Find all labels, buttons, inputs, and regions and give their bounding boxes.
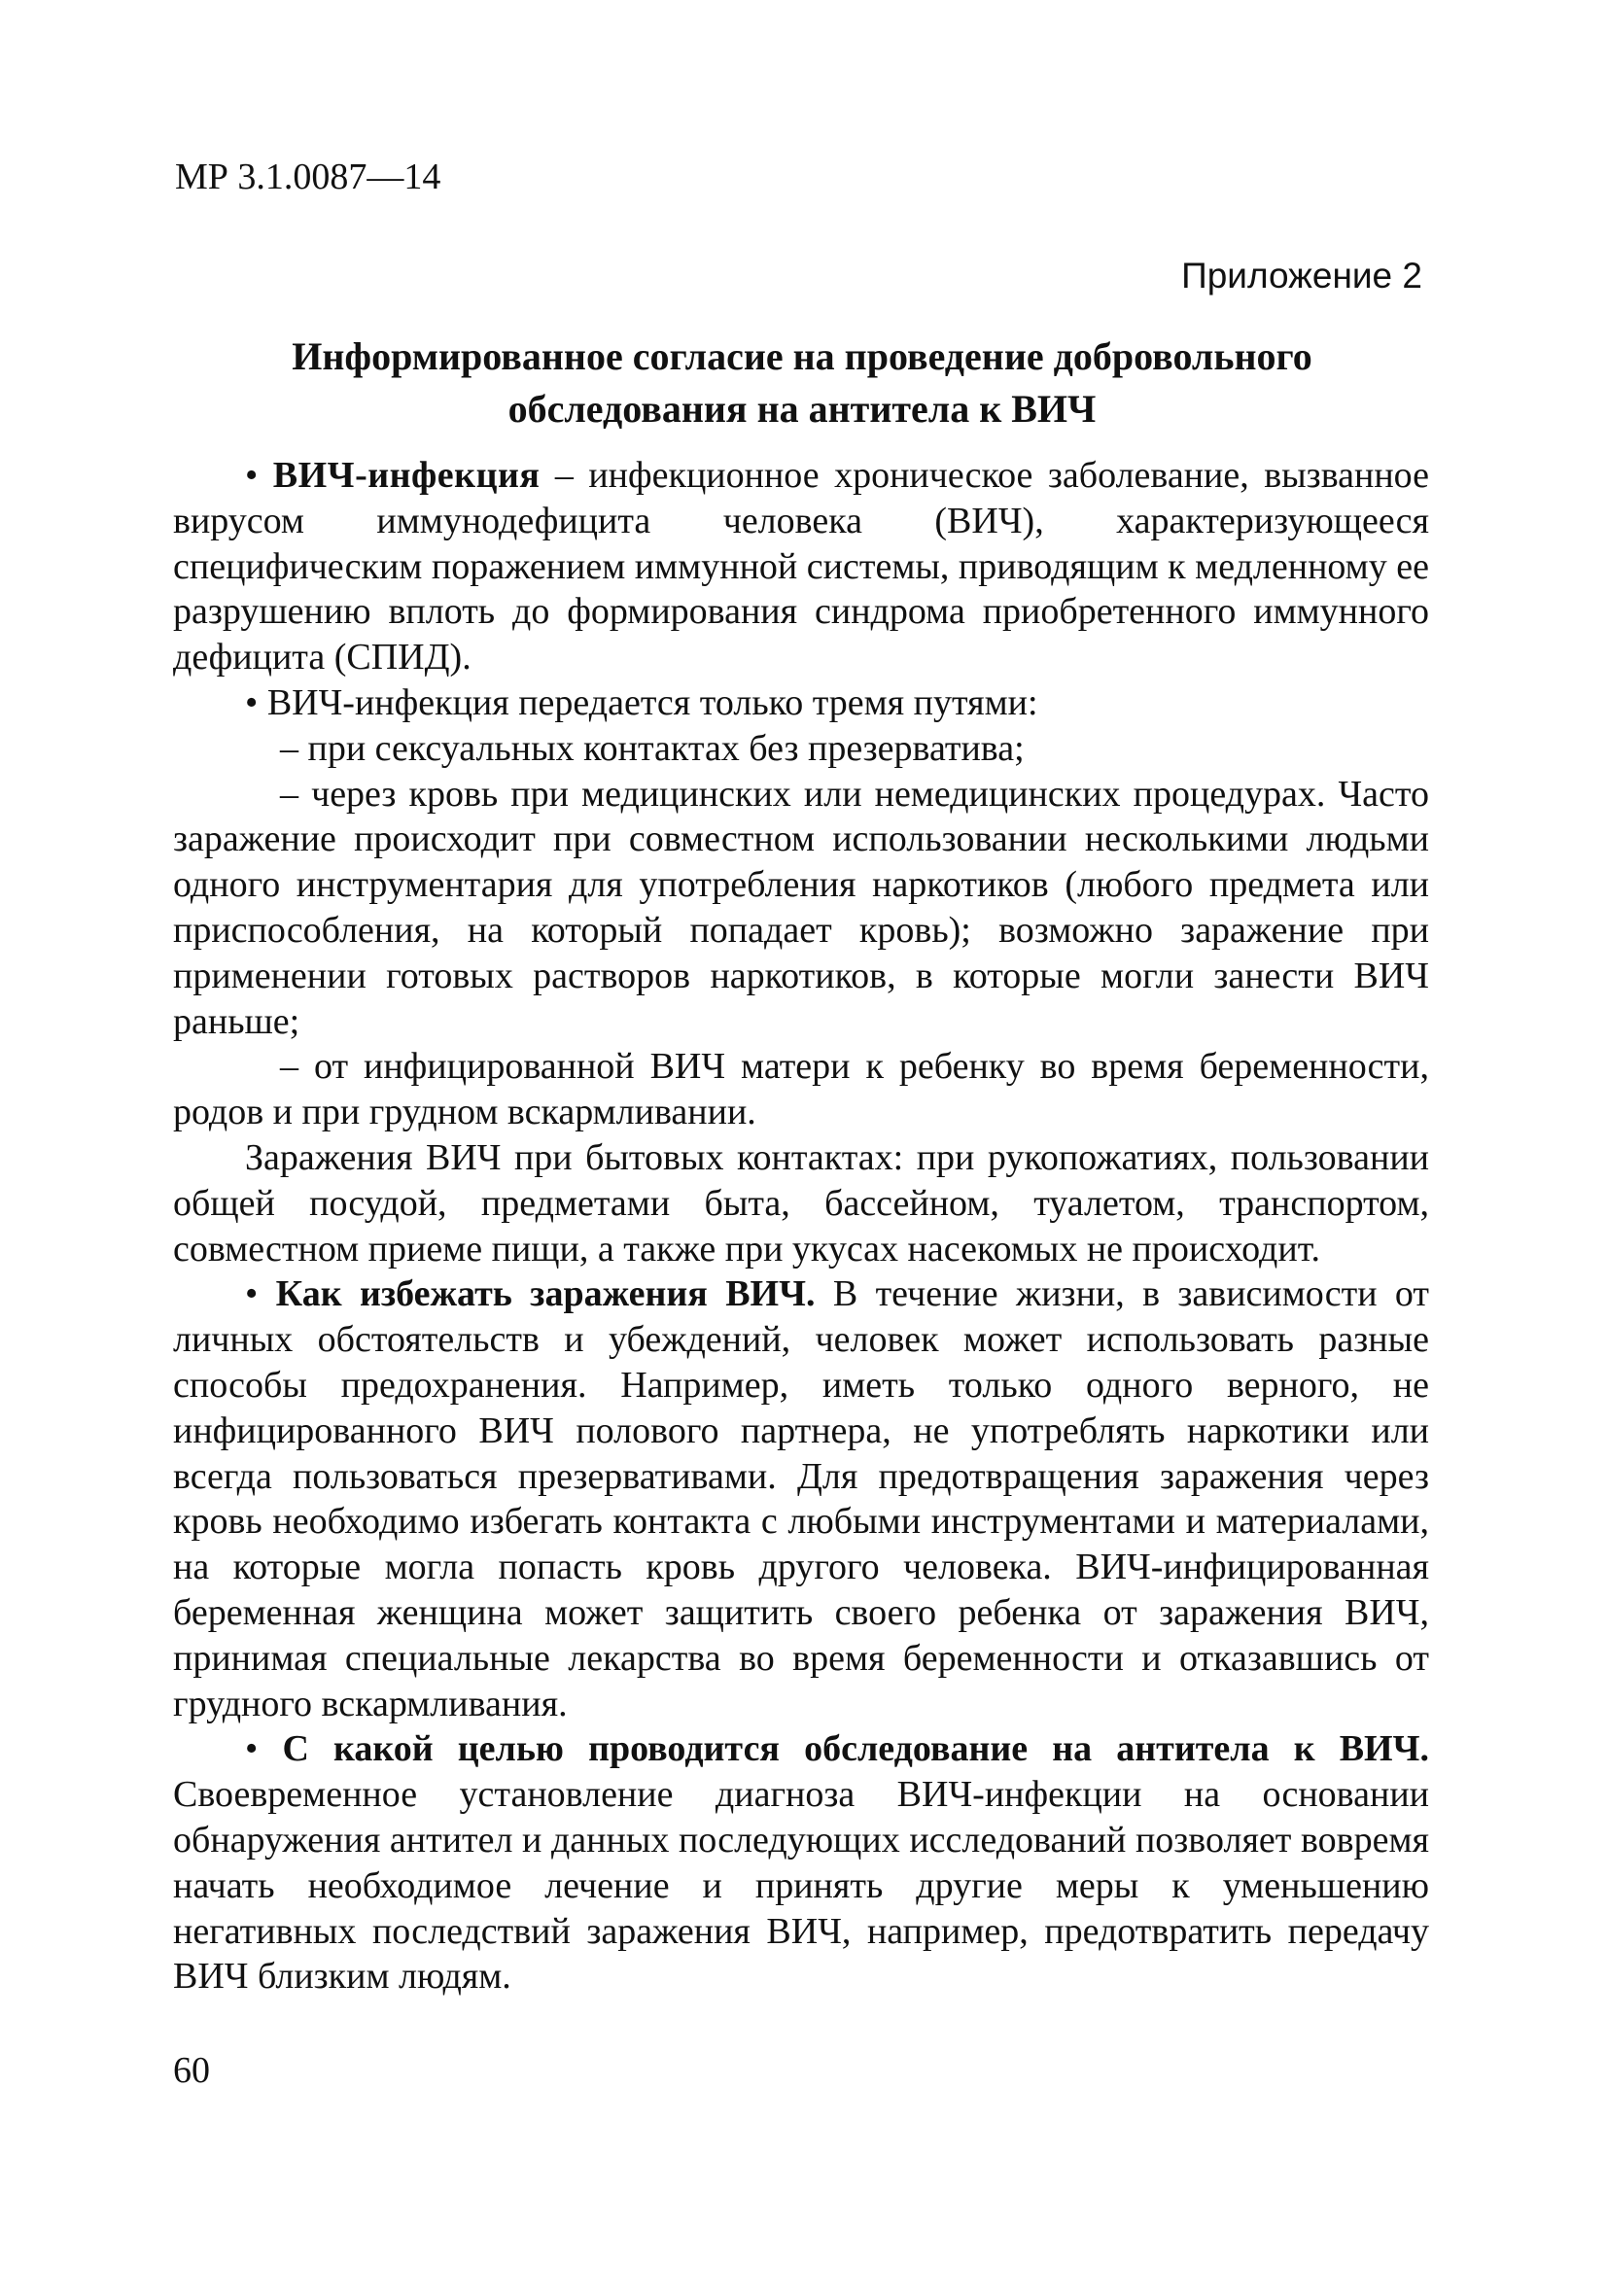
dash-item-blood: – через кровь при медицинских или немедицинских процедурах. Часто заражение происходит при совместном использовании несколькими людьми одного инструментария для употребления наркотиков (любого предмета или приспособления, на который попадает кровь); возможно заражение при применении готовых растворов наркотиков, в которые могли занести ВИЧ раньше; xyxy=(173,773,1429,1042)
paragraph-transmission-routes xyxy=(173,680,1429,726)
paragraph-prevention xyxy=(173,1271,1429,1726)
paragraph-household-contacts: Заражения ВИЧ при бытовых контактах: при рукопожатиях, пользовании общей посудой, предметами быта, бассейном, туалетом, транспортом, совместном приеме пищи, а также при укусах насекомых не происходит. xyxy=(173,1136,1429,1270)
paragraph-text: – инфекционное хроническое заболевание, вызванное вирусом иммунодефицита человека (ВИЧ), характеризующееся специфическим поражением иммунной системы, приводящим к медленному ее разрушению вплоть до формирования синдрома приобретенного иммунного дефицита (СПИД). xyxy=(173,455,1429,678)
bullet-icon: • xyxy=(245,1728,259,1770)
paragraph-text: Своевременное установление диагноза ВИЧ-инфекции на основании обнаружения антител и данных последующих исследований позволяет вовремя начать необходимое лечение и принять другие меры к уменьшению негативных последствий заражения ВИЧ, например, предотвратить передачу ВИЧ близким людям. xyxy=(173,1774,1429,1998)
term-hiv-infection: ВИЧ-инфекция xyxy=(272,455,541,496)
paragraph-hiv-definition xyxy=(173,453,1429,680)
paragraph-text: ВИЧ-инфекция передается только тремя путями: xyxy=(266,681,1038,723)
dash-item-sexual-contacts: – при сексуальных контактах без презерватива; xyxy=(280,727,1025,769)
document-body xyxy=(173,453,1429,2000)
bullet-icon: • xyxy=(245,455,259,496)
title-line-1: Информированное согласие на проведение добровольного xyxy=(292,334,1312,378)
paragraph-testing-purpose xyxy=(173,1726,1429,2000)
dash-item-mother-to-child: – от инфицированной ВИЧ матери к ребенку во время беременности, родов и при грудном вскармливании. xyxy=(173,1046,1429,1133)
term-prevention: Как избежать заражения ВИЧ. xyxy=(275,1273,816,1315)
bullet-icon: • xyxy=(245,1273,259,1315)
title-line-2: обследования на антитела к ВИЧ xyxy=(507,387,1097,431)
bullet-icon: • xyxy=(245,681,259,723)
term-testing-purpose: С какой целью проводится обследование на антитела к ВИЧ. xyxy=(282,1728,1429,1770)
document-title xyxy=(175,330,1429,435)
document-code: МР 3.1.0087—14 xyxy=(175,157,441,197)
appendix-label: Приложение 2 xyxy=(1181,256,1422,296)
paragraph-text: В течение жизни, в зависимости от личных обстоятельств и убеждений, человек может использовать разные способы предохранения. Например, иметь только одного верного, не инфицированного ВИЧ полового партнера, не употреблять наркотики или всегда пользоваться презервативами. Для предотвращения заражения через кровь необходимо избегать контакта с любыми инструментами и материалами, на которые могла попасть кровь другого человека. ВИЧ-инфицированная беременная женщина может защитить своего ребенка от заражения ВИЧ, принимая специальные лекарства во время беременности и отказавшись от грудного вскармливания. xyxy=(173,1273,1430,1724)
page-number: 60 xyxy=(173,2050,210,2091)
